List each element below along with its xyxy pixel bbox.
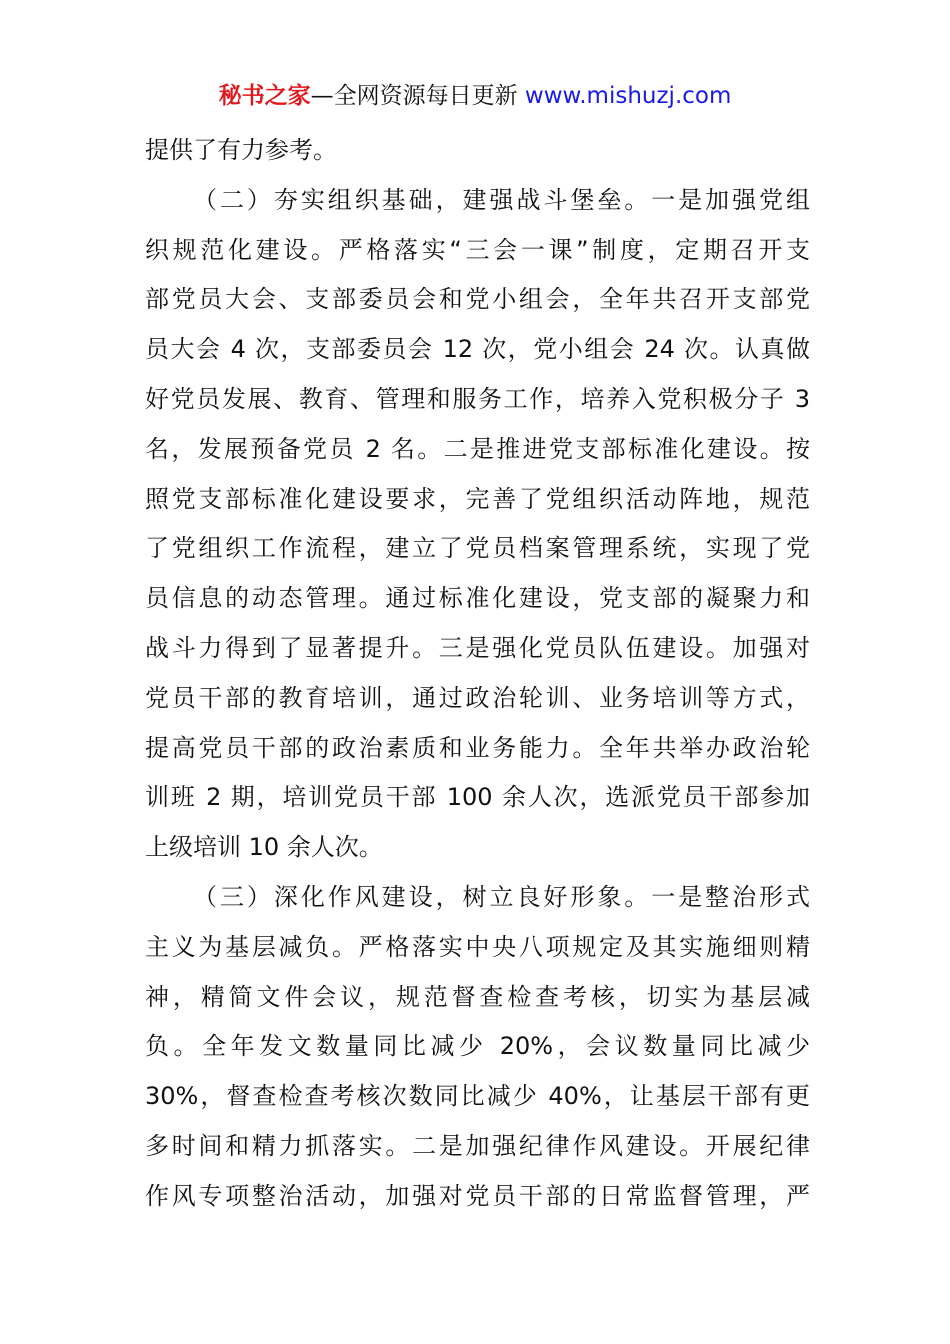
paragraph-line: 提高党员干部的政治素质和业务能力。全年共举办政治轮	[145, 733, 810, 762]
header-tagline: —全网资源每日更新	[310, 83, 525, 109]
paragraph-line: 提供了有力参考。	[145, 136, 337, 164]
paragraph-line: 党员干部的教育培训，通过政治轮训、业务培训等方式，	[145, 683, 810, 712]
paragraph-line: 主义为基层减负。严格落实中央八项规定及其实施细则精	[145, 932, 810, 961]
paragraph-line: 织规范化建设。严格落实“三会一课”制度，定期召开支	[145, 235, 810, 264]
header-brand: 秘书之家	[218, 83, 311, 109]
paragraph-line: 战斗力得到了显著提升。三是强化党员队伍建设。加强对	[145, 633, 810, 662]
paragraph-line: 部党员大会、支部委员会和党小组会，全年共召开支部党	[145, 285, 810, 314]
paragraph-line: 训班 2 期，培训党员干部 100 余人次，选派党员干部参加	[145, 783, 810, 812]
paragraph-line: 30%，督查检查考核次数同比减少 40%，让基层干部有更	[145, 1082, 810, 1111]
paragraph-line: 上级培训 10 余人次。	[145, 833, 383, 862]
paragraph-line: 员大会 4 次，支部委员会 12 次，党小组会 24 次。认真做	[145, 335, 810, 364]
paragraph-line: 了党组织工作流程，建立了党员档案管理系统，实现了党	[145, 534, 810, 563]
paragraph-line: 照党支部标准化建设要求，完善了党组织活动阵地，规范	[145, 484, 810, 513]
paragraph-line: （三）深化作风建设，树立良好形象。一是整治形式	[193, 882, 810, 911]
paragraph-line: 多时间和精力抓落实。二是加强纪律作风建设。开展纪律	[145, 1131, 810, 1160]
paragraph-line: 好党员发展、教育、管理和服务工作，培养入党积极分子 3	[145, 384, 810, 413]
document-body	[145, 126, 810, 1222]
paragraph-line: 名，发展预备党员 2 名。二是推进党支部标准化建设。按	[145, 434, 810, 463]
paragraph-line: （二）夯实组织基础，建强战斗堡垒。一是加强党组	[193, 185, 810, 214]
page-header	[0, 80, 950, 112]
header-site-link[interactable]: www.mishuzj.com	[524, 83, 732, 109]
paragraph-line: 员信息的动态管理。通过标准化建设，党支部的凝聚力和	[145, 584, 810, 613]
paragraph-line: 神，精简文件会议，规范督查检查考核，切实为基层减	[145, 982, 810, 1011]
paragraph-line: 作风专项整治活动，加强对党员干部的日常监督管理，严	[145, 1181, 810, 1210]
paragraph-line: 负。全年发文数量同比减少 20%，会议数量同比减少	[145, 1032, 810, 1061]
